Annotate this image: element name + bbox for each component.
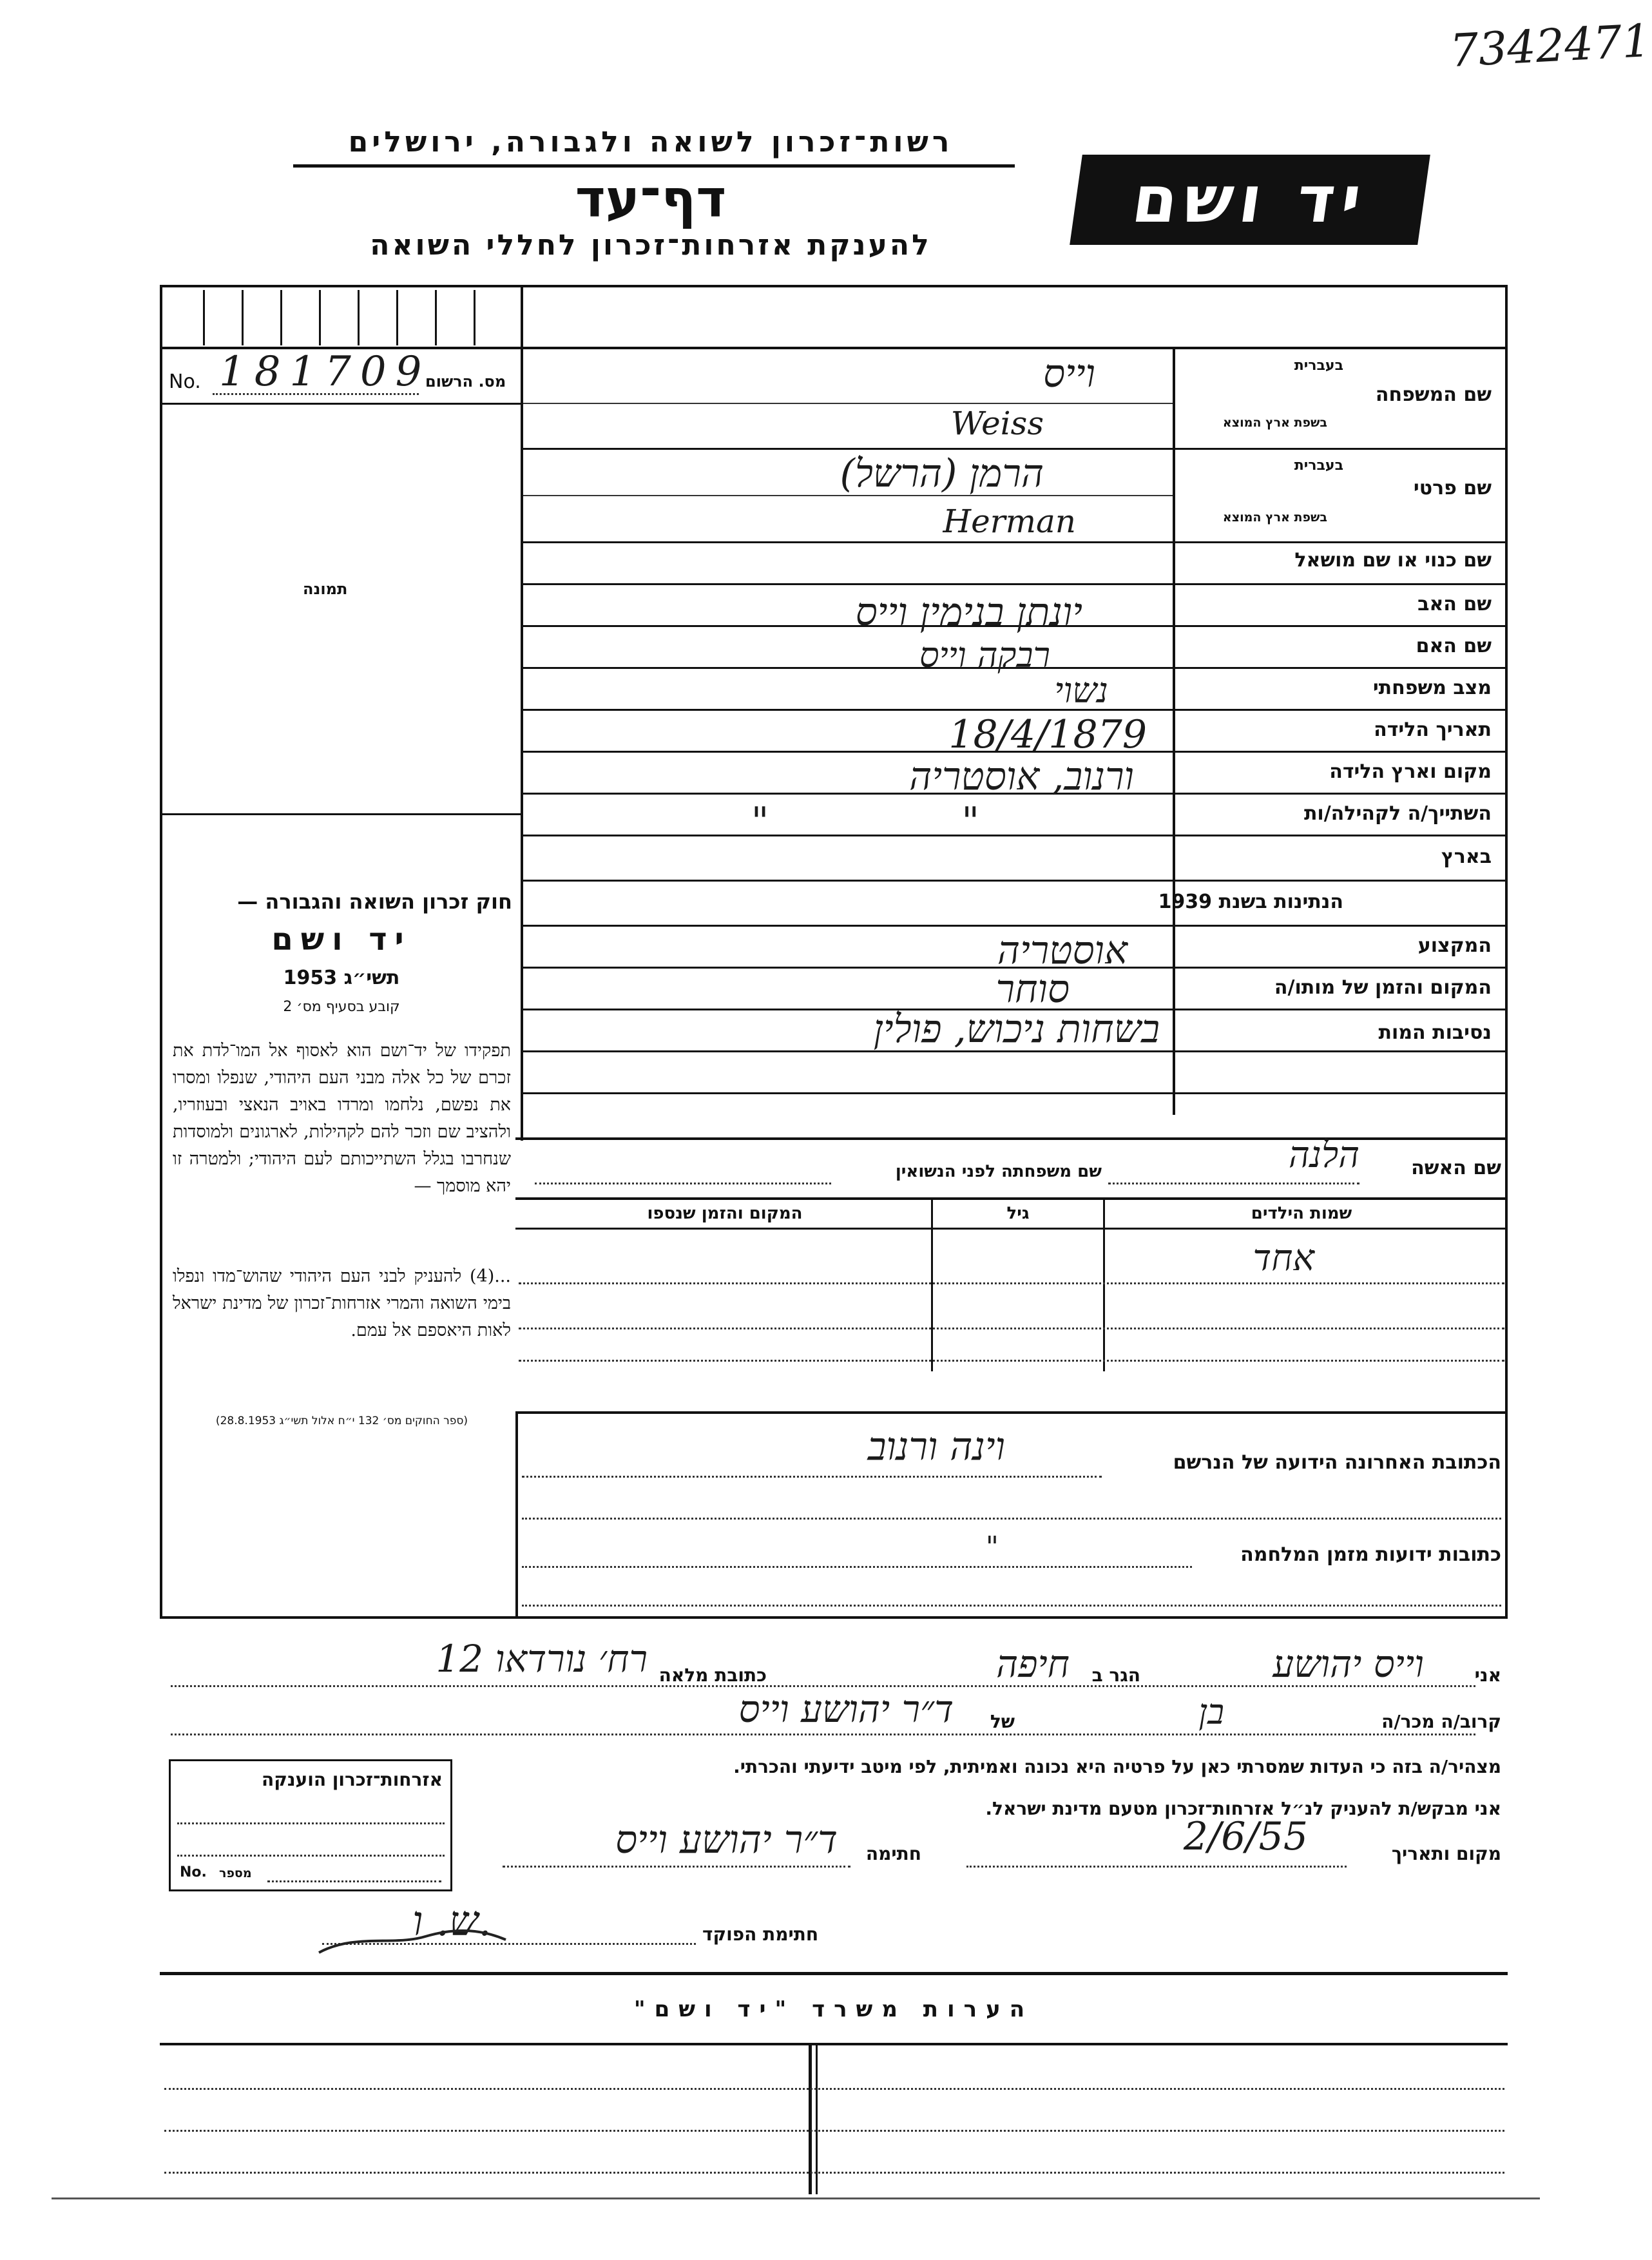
row-line-first [523, 541, 1508, 543]
family-name-hebrew: וייס [1043, 351, 1095, 396]
request-text: אני מבקש/ת להעניק לנ״ל אזרחות־זכרון מטעם מדינת ישראל. [985, 1798, 1501, 1819]
family-origin-label: בשפת ארץ המוצא [1222, 416, 1327, 430]
declarant-name: וייס יהושע [1273, 1642, 1424, 1686]
children-row-line-3 [519, 1360, 1504, 1362]
signature-value: ד״ר יהושע וייס [615, 1817, 838, 1862]
place-date-value: 2/6/55 [1183, 1814, 1308, 1859]
declarant-address: רח׳ נורדאו 12 [436, 1637, 648, 1681]
children-header-names: שמות הילדים [1251, 1204, 1352, 1223]
war-addresses-label: כתובות ידועות מזמן המלחמה [1240, 1543, 1501, 1566]
war-addresses-dots [522, 1566, 1192, 1568]
father-label: שם האב [1417, 593, 1492, 615]
place-date-dots [966, 1866, 1347, 1868]
remarks-top-line [160, 1972, 1508, 1975]
law-clause4: ...(4) להעניק לבני העם היהודי שהוש־מדו ונפלו בימי השואה והמרי אזרחות־זכרון של מדינת ישראל לאות היאספם אל עמם. [173, 1266, 511, 1340]
children-top-line [515, 1197, 1508, 1200]
registration-no-label: No. [169, 371, 201, 393]
last-address-value: וינה ורנוב [867, 1424, 1005, 1469]
citizenship-box-title: אזרחות־זכרון הוענקה [262, 1769, 443, 1790]
profession-label: המקצוע [1417, 934, 1492, 957]
first-hebrew-label: בעברית [1294, 458, 1343, 474]
registration-row-line [160, 403, 523, 405]
child-name-1: אחד [1253, 1237, 1314, 1279]
place-date-label: מקום ותאריך [1391, 1843, 1501, 1864]
children-header-line [515, 1228, 1508, 1230]
row-line-15 [523, 1092, 1508, 1094]
law-year: תשי״ג 1953 [283, 967, 400, 989]
registration-dots [213, 393, 419, 395]
last-address-label: הכתובת האחרונה הידועה של הנרשם [1173, 1451, 1501, 1474]
frame-label-divider [1173, 348, 1175, 1115]
top-boxes [164, 290, 519, 345]
community-value: " " [751, 799, 1070, 844]
family-hebrew-label: בעברית [1294, 358, 1343, 374]
country-label: בארץ [1441, 845, 1492, 868]
nickname-label: שם כנוי או שם מושאל [1294, 549, 1492, 572]
declarant-relation: בן [1198, 1692, 1224, 1732]
children-row-line-2 [519, 1328, 1504, 1329]
signature-dots [503, 1866, 850, 1868]
law-title: חוק זכרון השואה והגבורה — [237, 889, 512, 914]
address-dots-4 [522, 1605, 1501, 1607]
law-body: תפקידו של יד־ושם הוא לאסוף אל המו־לדת את זכרם של כל אלה מבני העם היהודי, שנפלו ומסרו את נפשם, נלחמו ומרדו באויב הנאצי ובעוזריו, ולהציב שם וזכר להם לקהילות, לארגונים ולמוסדות שנחרבו בגלל השתייכותם לעם היהודי; ולמטרה זו יהא מוסמך — [173, 1041, 511, 1196]
profession-value: סוחר [995, 967, 1070, 1012]
death-place-label: המקום והזמן של מותו/ה [1274, 976, 1492, 999]
declare-text: מצהיר/ה בזה כי העדות שמסרתי כאן על פרטיה היא נכונה ואמיתית, לפי מיטב ידיעתי והכרתי. [733, 1756, 1501, 1777]
registration-label: מס. הרשום [425, 372, 506, 391]
mother-value: רבקה וייס [919, 635, 1050, 675]
declarant-ani-label: אני [1474, 1665, 1501, 1686]
row-line-11 [523, 925, 1508, 927]
of-value: ד״ר יהושע וייס [738, 1687, 954, 1731]
law-footnote: (ספר החוקים מס׳ 132 י״ח אלול תשי״ג 28.8.1953) [215, 1415, 468, 1427]
children-header-place: המקום והזמן שנספו [647, 1204, 803, 1223]
frame-left-column-divider-lower [515, 1411, 518, 1618]
spouse-dots [1108, 1183, 1359, 1184]
frame-left-column-divider [521, 285, 523, 1141]
row-line-1 [523, 403, 1173, 404]
children-col-1 [1103, 1197, 1105, 1371]
declarant-dots-2 [171, 1734, 1475, 1735]
family-name-label: שם המשפחה [1375, 383, 1492, 406]
row-line-3 [523, 583, 1508, 585]
signature-label: חתימה [865, 1843, 921, 1864]
photo-bottom-line [160, 813, 523, 815]
law-clause: קובע בסעיף מס׳ 2 [283, 999, 400, 1015]
family-name-origin: Weiss [950, 405, 1044, 442]
spouse-value: הלנה [1288, 1134, 1359, 1176]
form-subtitle: להענקת אזרחות־זכרון לחללי השואה [370, 229, 932, 262]
row-line-family [523, 448, 1508, 450]
community-label: השתייך/ה לקהילה/ות [1303, 802, 1492, 825]
row-line-10 [523, 880, 1508, 882]
first-name-origin: Herman [943, 503, 1076, 540]
death-place-value: בשחות ניכוש, פולין [873, 1007, 1160, 1052]
relative-label: קרוב/ה מכר/ה [1381, 1711, 1501, 1732]
citizenship-box-no-label: No. [180, 1864, 207, 1880]
maiden-name-label: שם משפחתה לפני הנשואין [895, 1162, 1102, 1181]
row-line-6 [523, 709, 1508, 711]
birth-place-label: מקום וארץ הלידה [1329, 760, 1492, 783]
father-value: יונתן בנימין וייס [855, 590, 1082, 635]
remarks-header-line [160, 2043, 1508, 2045]
maiden-dots [535, 1183, 831, 1184]
bottom-rule [52, 2197, 1540, 2199]
first-name-hebrew: הרמן (הרשל) [840, 451, 1044, 496]
remarks-dots-3 [164, 2172, 1504, 2174]
law-name: יד ושם [271, 922, 412, 958]
war-addresses-value: " [985, 1531, 999, 1563]
remarks-dots-1 [164, 2088, 1504, 2090]
children-col-2 [931, 1197, 933, 1371]
first-name-label: שם פרטי [1413, 477, 1492, 499]
children-header-age: גיל [1006, 1204, 1030, 1223]
citizenship-value: אוסטריה [997, 928, 1128, 973]
remarks-title: הערות משרד "יד ושם" [633, 1996, 1034, 2022]
authority-underline [293, 164, 1015, 168]
logo-text: יד ושם [1128, 162, 1372, 237]
of-label: של [990, 1711, 1015, 1732]
spouse-label: שם האשה [1411, 1157, 1501, 1179]
archive-number: 7342471 [1448, 14, 1652, 78]
last-address-dots [522, 1476, 1102, 1478]
marital-value: נשוי [1054, 670, 1108, 711]
resident-label: הגר ב [1091, 1665, 1140, 1686]
registration-number: 181709 [219, 348, 431, 396]
officer-signature-scribble [316, 1927, 509, 1959]
yad-vashem-logo [1070, 155, 1430, 245]
birth-date-label: תאריך הלידה [1374, 719, 1492, 741]
citizenship-box [169, 1759, 452, 1891]
citizenship-label: הנתינות בשנת 1939 [1158, 891, 1343, 913]
remarks-dots-2 [164, 2130, 1504, 2132]
marital-label: מצב משפחתי [1372, 677, 1492, 699]
address-top-line [515, 1411, 1508, 1414]
birth-date-value: 18/4/1879 [948, 712, 1147, 757]
first-origin-label: בשפת ארץ המוצא [1222, 510, 1327, 525]
children-row-line-1 [519, 1282, 1504, 1284]
death-circumstances-label: נסיבות המות [1378, 1021, 1492, 1044]
citizenship-box-number-label: מספר [219, 1866, 252, 1880]
officer-label: חתימת הפוקד [702, 1924, 819, 1945]
mother-label: שם האם [1416, 635, 1492, 657]
address-full-label: כתובת מלאה [658, 1665, 767, 1686]
authority-title: רשות־זכרון לשואה ולגבורה, ירושלים [348, 126, 954, 159]
birth-place-value: ורנוב, אוסטריה [909, 754, 1134, 799]
address-dots-2 [522, 1518, 1501, 1520]
form-title: דף־עד [575, 169, 727, 229]
officer-signature: ש. ו. [412, 1898, 492, 1946]
declarant-city: חיפה [996, 1642, 1070, 1686]
photo-label: תמונה [303, 580, 348, 598]
